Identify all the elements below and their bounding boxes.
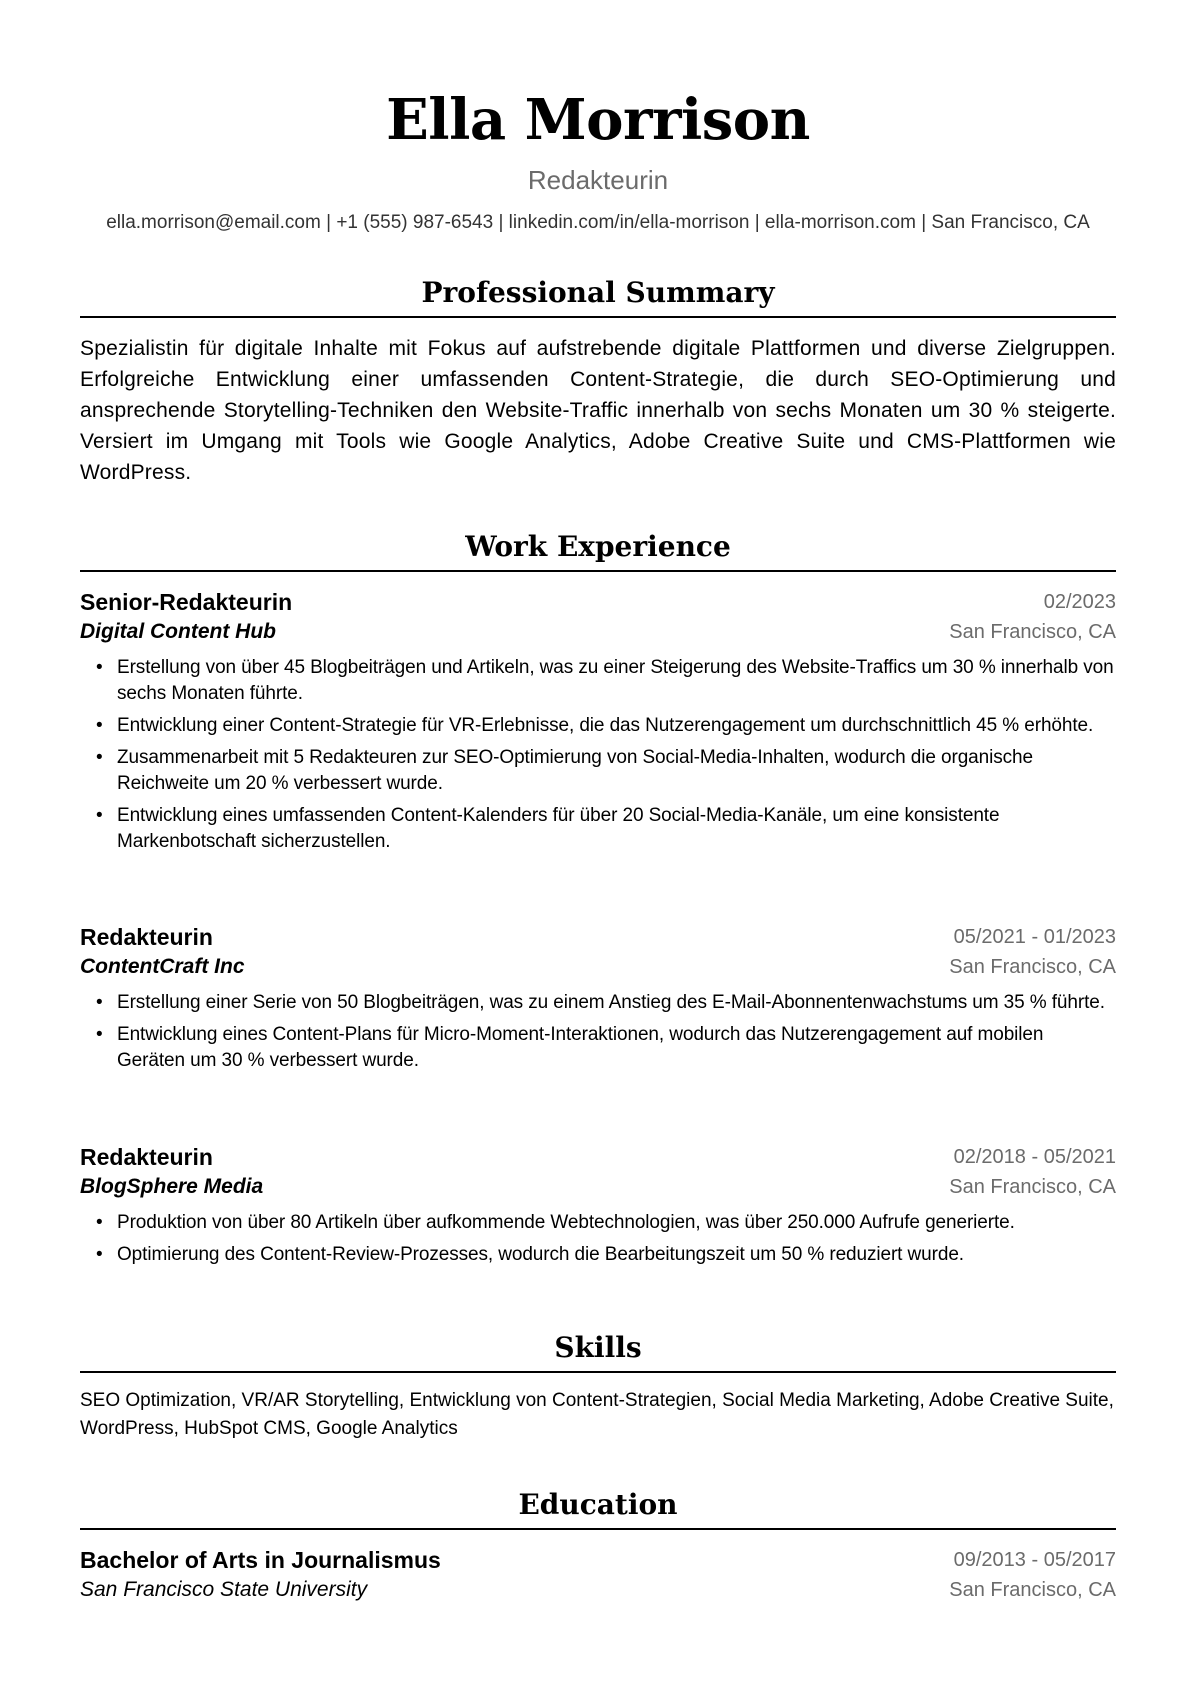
job-bullets — [80, 990, 1116, 1074]
job-role: Redakteurin — [80, 1144, 213, 1170]
summary-text: Spezialistin für digitale Inhalte mit Fokus auf aufstrebende digitale Plattformen und diverse Zielgruppen. Erfolgreiche Entwicklung einer umfassenden Content-Strategie, die durch SEO-Optimierung und ansprechende Storytelling-Techniken den Website-Traffic innerhalb von sechs Monaten um 30 % steigerte. Versiert im Umgang mit Tools wie Google Analytics, Adobe Creative Suite und CMS-Plattformen wie WordPress. — [80, 337, 1116, 484]
job-company: BlogSphere Media — [80, 1175, 264, 1198]
job-location: San Francisco, CA — [949, 956, 1116, 978]
job-date: 05/2021 - 01/2023 — [953, 926, 1116, 948]
job-company: ContentCraft Inc — [80, 955, 245, 978]
job-bullets — [80, 1210, 1116, 1268]
job-bullet: • Entwicklung eines umfassenden Content-Kalenders für über 20 Social-Media-Kanäle, um eine konsistente Markenbotschaft sicherzustellen. — [117, 803, 1116, 855]
job-bullet: • Entwicklung einer Content-Strategie für VR-Erlebnisse, die das Nutzerengagement um durchschnittlich 45 % erhöhte. — [117, 713, 1116, 739]
education-school: San Francisco State University — [80, 1578, 368, 1601]
job-entry — [80, 922, 1116, 1080]
education-entry — [80, 1545, 1116, 1605]
candidate-name: Ella Morrison — [386, 87, 810, 153]
job-entry — [80, 587, 1116, 861]
candidate-title: Redakteurin — [527, 165, 669, 195]
job-bullet: • Produktion von über 80 Artikeln über aufkommende Webtechnologien, was über 250.000 Aufrufe generierte. — [117, 1210, 1116, 1236]
job-location: San Francisco, CA — [949, 621, 1116, 643]
education-degree: Bachelor of Arts in Journalismus — [80, 1547, 441, 1573]
section-heading-experience: Work Experience — [80, 528, 1116, 572]
job-entry — [80, 1142, 1116, 1274]
section-heading-skills: Skills — [80, 1329, 1116, 1373]
job-company: Digital Content Hub — [80, 620, 276, 643]
job-location: San Francisco, CA — [949, 1176, 1116, 1198]
contact-line: ella.morrison@email.com | +1 (555) 987-6543 | linkedin.com/in/ella-morrison | ella-morrison.com | San Francisco, CA — [106, 212, 1090, 233]
job-role: Senior-Redakteurin — [80, 589, 293, 615]
job-date: 02/2023 — [1043, 591, 1116, 613]
job-bullet: • Optimierung des Content-Review-Prozesses, wodurch die Bearbeitungszeit um 50 % reduziert wurde. — [117, 1242, 1116, 1268]
job-date: 02/2018 - 05/2021 — [953, 1146, 1116, 1168]
education-location: San Francisco, CA — [949, 1579, 1116, 1601]
job-bullet: • Erstellung von über 45 Blogbeiträgen und Artikeln, was zu einer Steigerung des Website-Traffics um 30 % innerhalb von sechs Monaten führte. — [117, 655, 1116, 707]
job-bullet: • Erstellung einer Serie von 50 Blogbeiträgen, was zu einem Anstieg des E-Mail-Abonnentenwachstums um 35 % führte. — [117, 990, 1116, 1016]
section-heading-summary: Professional Summary — [80, 274, 1116, 318]
section-heading-education: Education — [80, 1486, 1116, 1530]
job-bullets — [80, 655, 1116, 855]
skills-text: SEO Optimization, VR/AR Storytelling, Entwicklung von Content-Strategien, Social Media Marketing, Adobe Creative Suite, WordPress, HubSpot CMS, Google Analytics — [80, 1390, 1114, 1439]
job-role: Redakteurin — [80, 924, 213, 950]
job-bullet: • Entwicklung eines Content-Plans für Micro-Moment-Interaktionen, wodurch das Nutzerengagement auf mobilen Geräten um 30 % verbessert wurde. — [117, 1022, 1116, 1074]
education-date: 09/2013 - 05/2017 — [953, 1549, 1116, 1571]
job-bullet: • Zusammenarbeit mit 5 Redakteuren zur SEO-Optimierung von Social-Media-Inhalten, wodurch die organische Reichweite um 20 % verbessert wurde. — [117, 745, 1116, 797]
